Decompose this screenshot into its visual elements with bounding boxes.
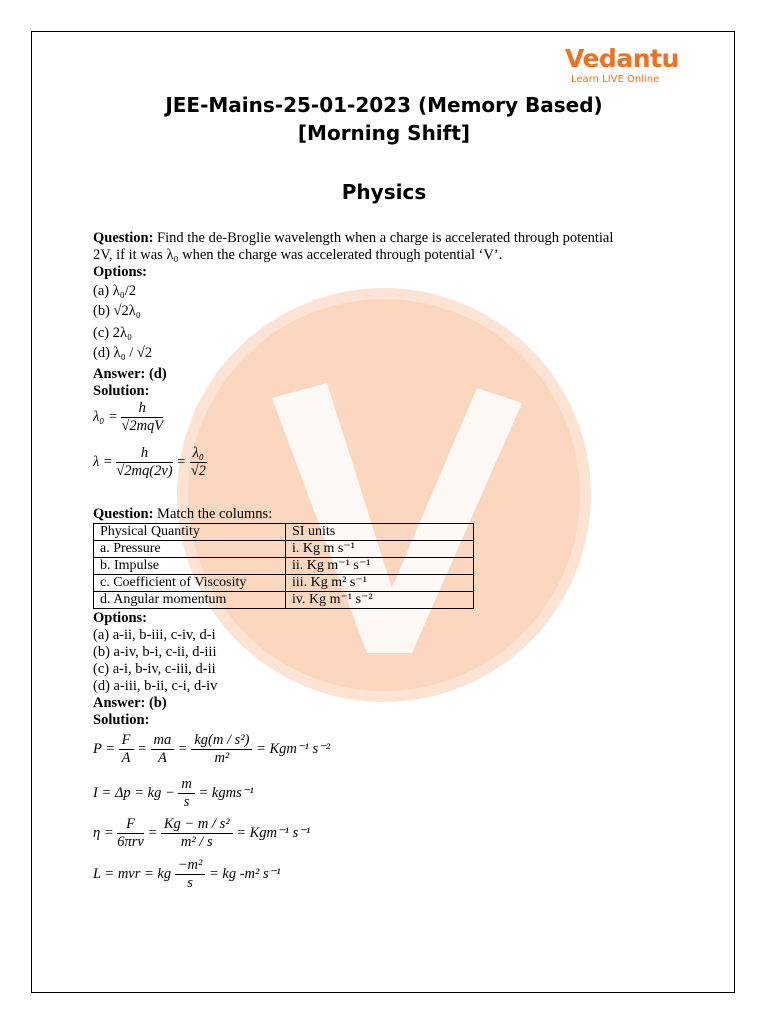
- table-header-row: [94, 524, 474, 541]
- numerator: λ₀: [190, 445, 207, 463]
- match-columns-table: [93, 523, 474, 609]
- eq-lhs: P =: [93, 740, 116, 757]
- fraction: [178, 776, 194, 811]
- table-row: [94, 575, 474, 592]
- q2-options-label: Options:: [93, 610, 147, 626]
- table-cell: i. Kg m s⁻¹: [286, 541, 474, 558]
- numerator: kg(m / s²): [191, 732, 252, 750]
- table-cell: ii. Kg m⁻¹ s⁻¹: [286, 558, 474, 575]
- q1-solution-eq2: [93, 445, 207, 480]
- q2-option-b: (b) a-iv, b-i, c-ii, d-iii: [93, 644, 217, 660]
- q1-options-label: Options:: [93, 264, 147, 280]
- q1-solution-label: Solution:: [93, 383, 150, 399]
- eq-lhs: λ =: [93, 453, 113, 470]
- numerator: F: [117, 816, 144, 834]
- table-cell: c. Coefficient of Viscosity: [94, 575, 286, 592]
- fraction: [151, 732, 175, 767]
- numerator: h: [121, 400, 163, 418]
- eq-rhs: = kgms⁻¹: [198, 784, 254, 801]
- table-row: [94, 558, 474, 575]
- eq-lhs: L = mvr = kg: [93, 865, 172, 882]
- logo-tagline: Learn LIVE Online: [571, 74, 660, 85]
- denominator: m²: [214, 750, 230, 766]
- subject-heading: Physics: [341, 180, 427, 204]
- q2-eq-angular-momentum: [93, 857, 281, 892]
- doc-title-line2: [Morning Shift]: [297, 121, 471, 145]
- fraction: [161, 816, 233, 851]
- fraction: [119, 732, 134, 767]
- table-header-cell: SI units: [286, 524, 474, 541]
- eq-lhs: λ₀ =: [93, 408, 118, 425]
- table-header-cell: Physical Quantity: [94, 524, 286, 541]
- denominator: √2: [190, 463, 206, 479]
- table-cell: a. Pressure: [94, 541, 286, 558]
- q2-prompt: Match the columns:: [157, 506, 273, 522]
- logo-name: Vedantu: [565, 44, 679, 73]
- denominator: A: [121, 750, 131, 766]
- fraction: [121, 400, 163, 435]
- q1-option-a: (a) λ₀/2: [93, 283, 137, 299]
- q2-solution-label: Solution:: [93, 712, 150, 728]
- denominator: 6πrv: [117, 834, 144, 850]
- eq-sign: =: [147, 824, 158, 841]
- q2-text: [93, 506, 272, 523]
- numerator: Kg − m / s²: [161, 816, 233, 834]
- denominator: A: [157, 750, 167, 766]
- numerator: h: [116, 445, 172, 463]
- q1-answer: Answer: (d): [93, 366, 167, 382]
- table-cell: iii. Kg m² s⁻¹: [286, 575, 474, 592]
- eq-rhs: = kg -m² s⁻¹: [208, 865, 281, 882]
- table-cell: iv. Kg m⁻¹ s⁻²: [286, 592, 474, 609]
- q2-option-c: (c) a-i, b-iv, c-iii, d-ii: [93, 661, 216, 677]
- denominator: √2mqV: [121, 418, 164, 434]
- eq-rhs: = Kgm⁻¹ s⁻¹: [236, 824, 311, 841]
- fraction: [190, 445, 207, 480]
- q2-label: Question:: [93, 506, 154, 522]
- table-row: [94, 592, 474, 609]
- fraction: [191, 732, 252, 767]
- q1-option-c: (c) 2λ₀: [93, 325, 133, 341]
- doc-title-line1: JEE-Mains-25-01-2023 (Memory Based): [165, 93, 603, 117]
- q2-answer: Answer: (b): [93, 695, 167, 711]
- vedantu-watermark-icon: [177, 288, 591, 702]
- vedantu-logo: [565, 44, 679, 89]
- q1-text-line2: 2V, if it was λ₀ when the charge was accelerated through potential ‘V’.: [93, 247, 503, 263]
- numerator: F: [119, 732, 134, 750]
- eq-lhs: I = Δp = kg −: [93, 784, 175, 801]
- fraction: [175, 857, 206, 892]
- q2-option-d: (d) a-iii, b-ii, c-i, d-iv: [93, 678, 218, 694]
- q1-option-d: (d) λ₀ / √2: [93, 345, 153, 361]
- table-cell: b. Impulse: [94, 558, 286, 575]
- denominator: s: [187, 875, 193, 891]
- q1-label: Question:: [93, 230, 154, 246]
- table-cell: d. Angular momentum: [94, 592, 286, 609]
- eq-lhs: η =: [93, 824, 114, 841]
- q2-eq-impulse: [93, 776, 254, 811]
- numerator: −m²: [175, 857, 206, 875]
- eq-sign: =: [176, 453, 187, 470]
- fraction: [117, 816, 144, 851]
- denominator: s: [183, 794, 190, 810]
- eq-sign: =: [137, 740, 147, 757]
- eq-sign: =: [177, 740, 188, 757]
- table-row: [94, 541, 474, 558]
- denominator: m² / s: [180, 834, 213, 850]
- q1-text: Find the de-Broglie wavelength when a charge is accelerated through potential: [157, 230, 614, 246]
- q1-solution-eq1: [93, 400, 163, 435]
- eq-rhs: = Kgm⁻¹ s⁻²: [256, 740, 331, 757]
- q2-eq-viscosity: [93, 816, 310, 851]
- q2-option-a: (a) a-ii, b-iii, c-iv, d-i: [93, 627, 216, 643]
- q1-option-b: (b) √2λ₀: [93, 303, 141, 319]
- numerator: m: [178, 776, 194, 794]
- numerator: ma: [151, 732, 175, 750]
- denominator: √2mq(2v): [116, 463, 173, 479]
- q2-eq-pressure: [93, 732, 330, 767]
- q1-text-line1: [93, 230, 613, 247]
- fraction: [116, 445, 172, 480]
